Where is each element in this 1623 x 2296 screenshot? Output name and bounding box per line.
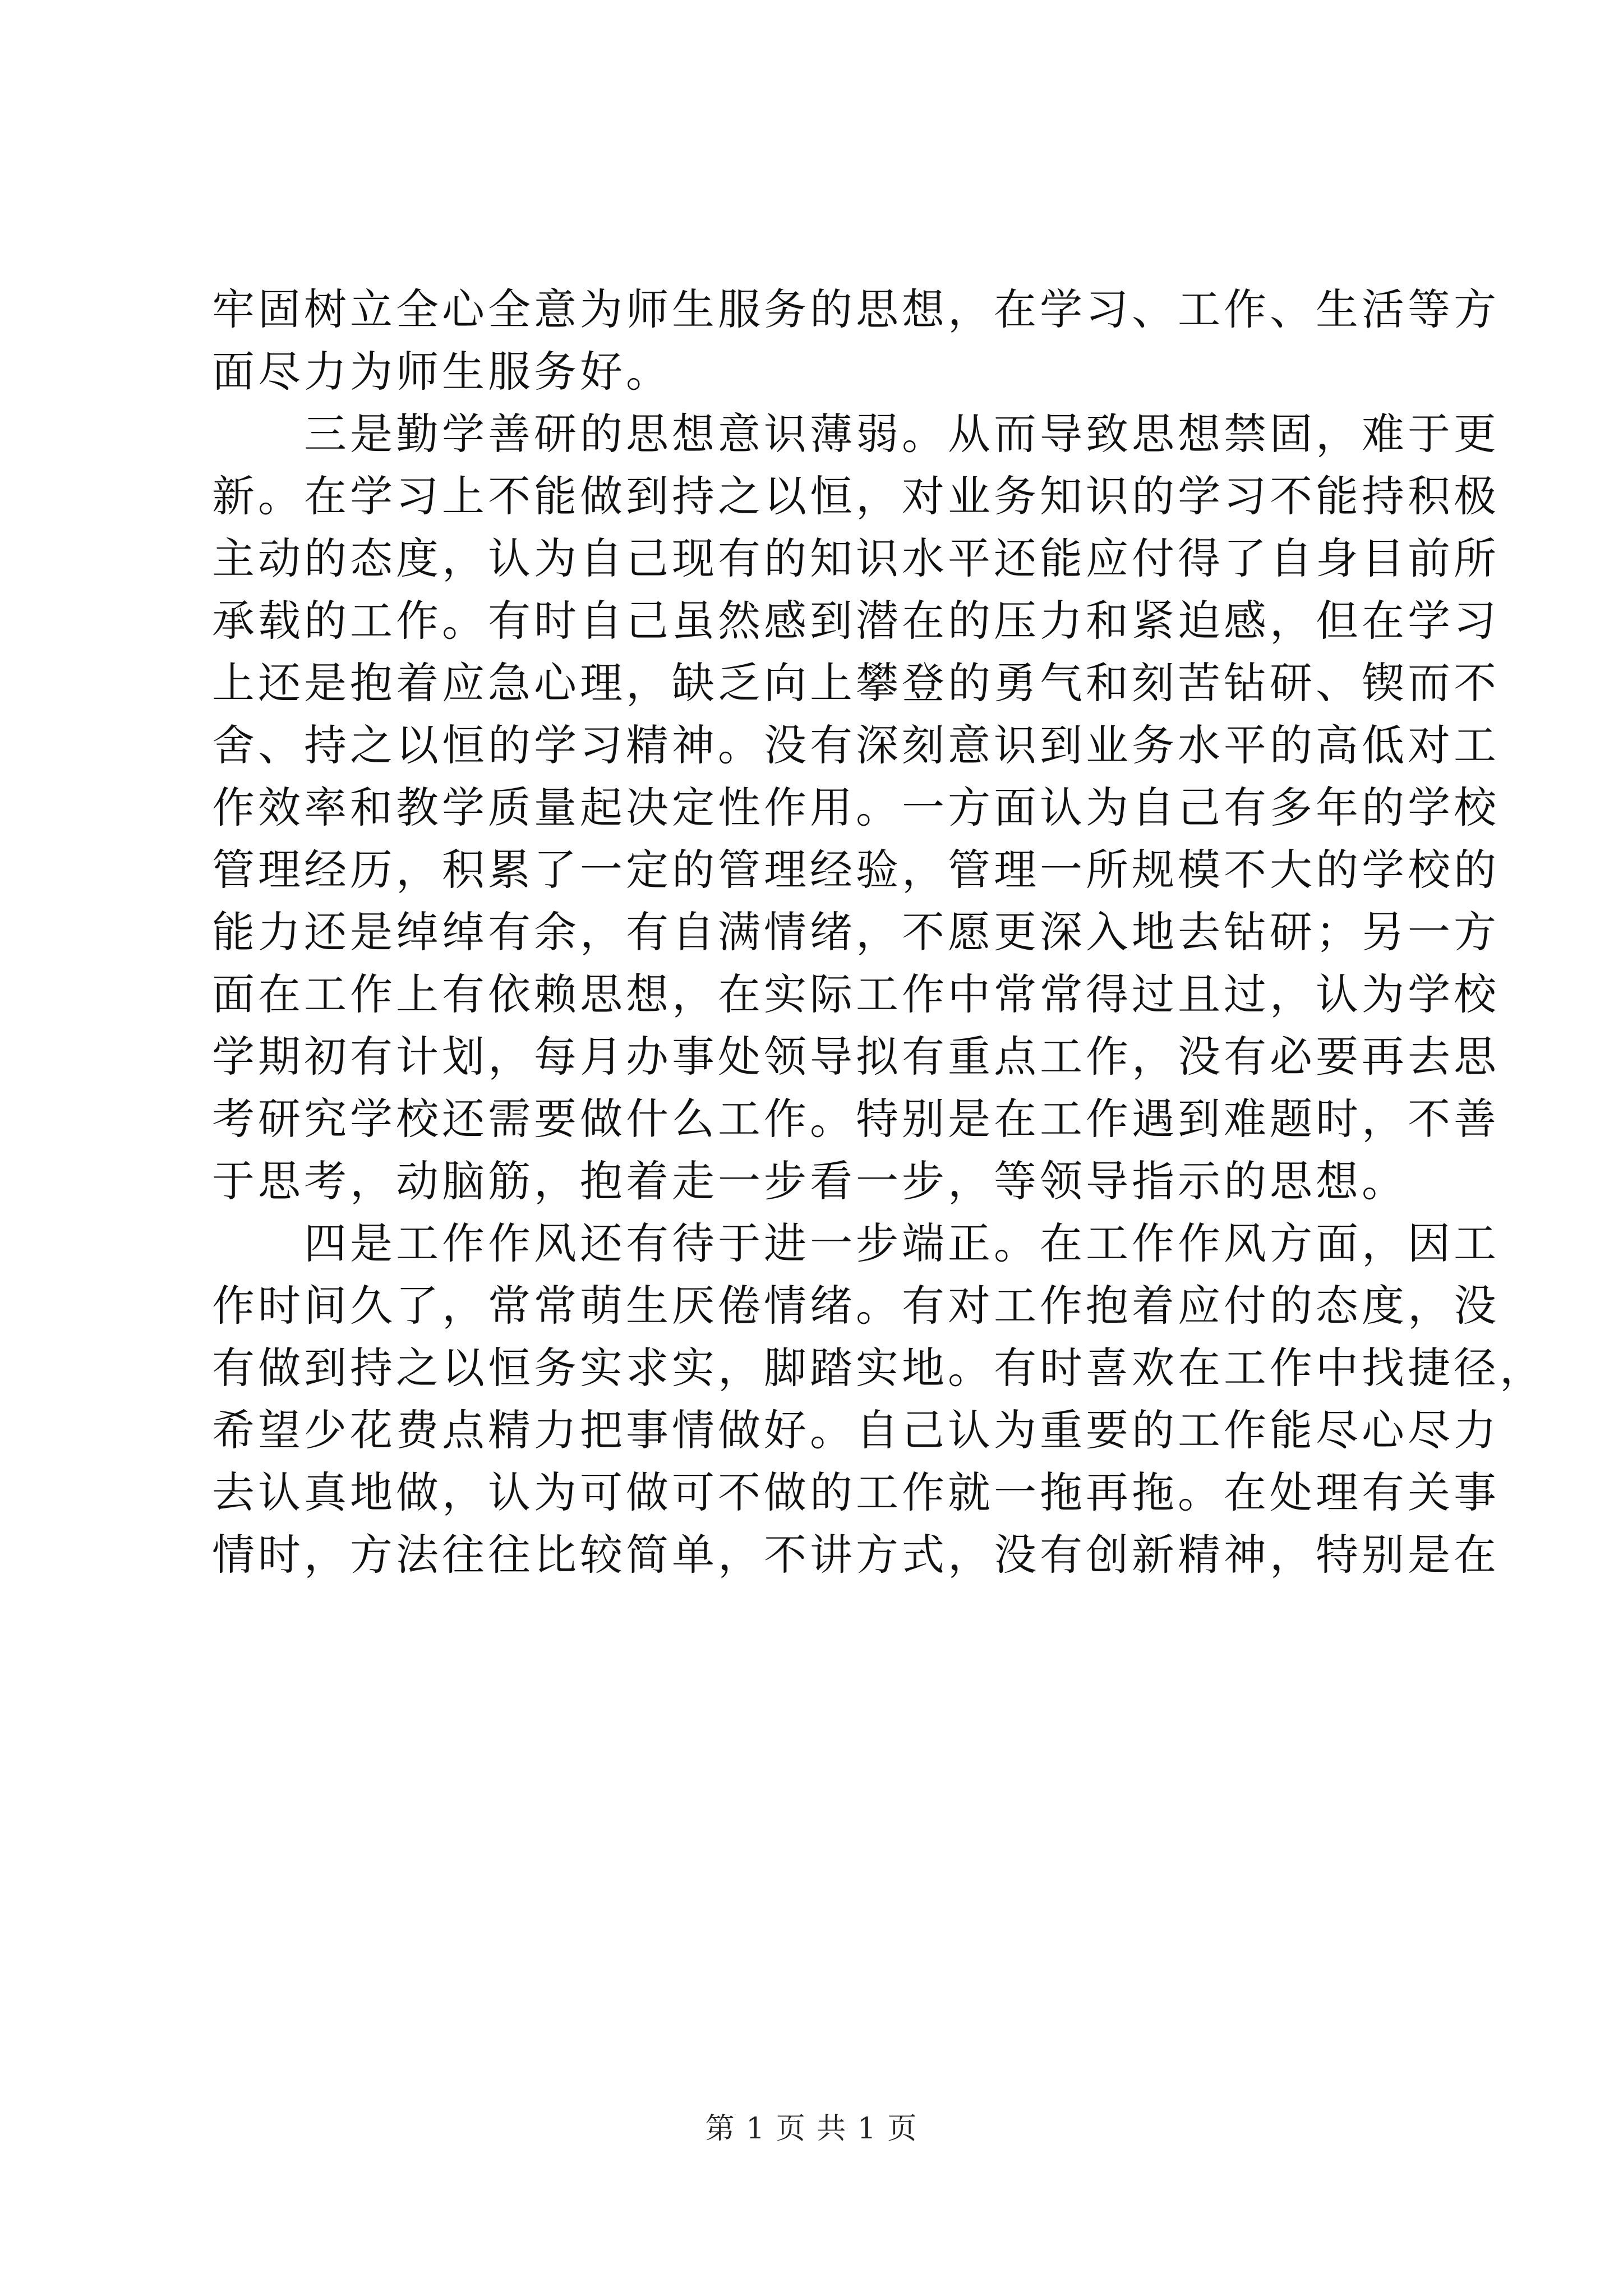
text-line: 能力还是绰绰有余，有自满情绪，不愿更深入地去钻研；另一方 xyxy=(212,907,1500,957)
text-line: 新。在学习上不能做到持之以恒，对业务知识的学习不能持积极 xyxy=(212,471,1500,521)
text-line: 舍、持之以恒的学习精神。没有深刻意识到业务水平的高低对工 xyxy=(212,720,1500,770)
text-line: 于思考，动脑筋，抱着走一步看一步，等领导指示的思想。 xyxy=(212,1156,1408,1206)
text-line: 去认真地做，认为可做可不做的工作就一拖再拖。在处理有关事 xyxy=(212,1467,1500,1517)
document-body xyxy=(212,278,1546,1586)
text-line: 牢固树立全心全意为师生服务的思想，在学习、工作、生活等方 xyxy=(212,284,1500,334)
text-line: 四是工作作风还有待于进一步端正。在工作作风方面，因工 xyxy=(212,1218,1500,1268)
text-line: 有做到持之以恒务实求实，脚踏实地。有时喜欢在工作中找捷径， xyxy=(212,1343,1546,1393)
text-line: 考研究学校还需要做什么工作。特别是在工作遇到难题时，不善 xyxy=(212,1094,1500,1144)
text-line: 面尽力为师生服务好。 xyxy=(212,347,672,397)
text-line: 学期初有计划，每月办事处领导拟有重点工作，没有必要再去思 xyxy=(212,1032,1500,1082)
text-line: 作时间久了，常常萌生厌倦情绪。有对工作抱着应付的态度，没 xyxy=(212,1281,1500,1331)
page-footer: 第 1 页 共 1 页 xyxy=(705,2112,918,2146)
text-line: 主动的态度，认为自己现有的知识水平还能应付得了自身目前所 xyxy=(212,533,1500,583)
text-line: 作效率和教学质量起决定性作用。一方面认为自己有多年的学校 xyxy=(212,783,1500,832)
text-line: 面在工作上有依赖思想，在实际工作中常常得过且过，认为学校 xyxy=(212,969,1500,1019)
text-line: 情时，方法往往比较简单，不讲方式，没有创新精神，特别是在 xyxy=(212,1530,1500,1580)
text-line: 上还是抱着应急心理，缺乏向上攀登的勇气和刻苦钻研、锲而不 xyxy=(212,658,1500,708)
text-line: 承载的工作。有时自己虽然感到潜在的压力和紧迫感，但在学习 xyxy=(212,596,1500,646)
text-line: 希望少花费点精力把事情做好。自己认为重要的工作能尽心尽力 xyxy=(212,1405,1500,1455)
text-line: 管理经历，积累了一定的管理经验，管理一所规模不大的学校的 xyxy=(212,845,1500,895)
text-line: 三是勤学善研的思想意识薄弱。从而导致思想禁固，难于更 xyxy=(212,409,1500,459)
